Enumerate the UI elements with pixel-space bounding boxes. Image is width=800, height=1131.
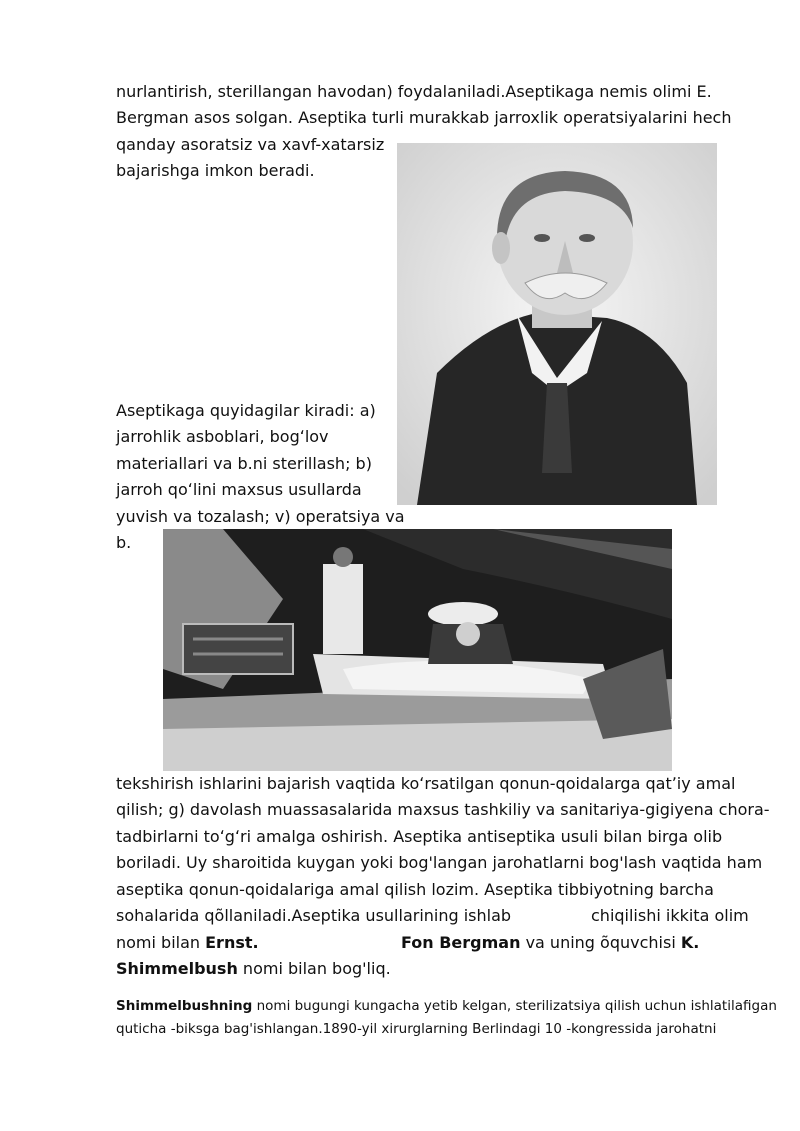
text-line: tadbirlarni toʻgʻri amalga oshirish. Aseptika antiseptika usuli bilan birga olib — [116, 827, 723, 846]
text-line-names — [116, 933, 259, 953]
text-line: qilish; g) davolash muassasalarida maxsus tashkiliy va sanitariya-gigiyena chora- — [116, 800, 770, 819]
name-shimmelbushning: Shimmelbushning — [116, 998, 253, 1014]
small-text-line: quticha -biksga bag'ishlangan.1890-yil xirurglarning Berlindagi 10 -kongressida jarohatni — [116, 1021, 717, 1037]
name-fon-bergman: Fon Bergman — [401, 933, 521, 952]
name-k: K. — [680, 933, 700, 952]
text-fragment: va uning õquvchisi — [520, 933, 681, 952]
text-line: bajarishga imkon beradi. — [116, 161, 315, 180]
text-line: b. — [116, 533, 132, 552]
text-line: aseptika qonun-qoidalariga amal qilish lozim. Aseptika tibbiyotning barcha — [116, 880, 714, 899]
text-line: Bergman asos solgan. Aseptika turli murakkab jarroxlik operatsiyalarini hech — [116, 108, 732, 127]
small-text-line — [116, 997, 777, 1015]
text-line: qanday asoratsiz va xavf-xatarsiz — [116, 135, 385, 154]
text-line: tekshirish ishlarini bajarish vaqtida koʻrsatilgan qonun-qoidalarga qatʼiy amal — [116, 774, 736, 793]
text-line: materiallari va b.ni sterillash; b) — [116, 454, 372, 473]
text-line-shimmel — [116, 959, 391, 979]
text-line: jarrohlik asboblari, bogʻlov — [116, 427, 329, 446]
text-line: sohalarida qõllaniladi.Aseptika usullarining ishlab — [116, 906, 512, 925]
text-fragment: nomi bilan — [116, 933, 206, 952]
text-line: boriladi. Uy sharoitida kuygan yoki bog'langan jarohatlarni bog'lash vaqtida ham — [116, 853, 763, 872]
name-ernst: Ernst. — [205, 933, 259, 952]
text-fragment: nomi bilan bog'liq. — [237, 959, 391, 978]
text-line: yuvish va tozalash; v) operatsiya va — [116, 507, 405, 526]
portrait-photo — [397, 143, 717, 505]
text-line-names-2 — [401, 933, 699, 953]
text-line: Aseptikaga quyidagilar kiradi: a) — [116, 401, 376, 420]
text-fragment: nomi bugungi kungacha yetib kelgan, sterilizatsiya qilish uchun ishlatilafigan — [252, 998, 777, 1014]
text-line: jarroh qoʻlini maxsus usullarda — [116, 480, 362, 499]
text-line: chiqilishi ikkita olim — [591, 906, 749, 925]
field-operation-photo — [163, 529, 672, 771]
text-line: nurlantirish, sterillangan havodan) foydalaniladi.Aseptikaga nemis olimi E. — [116, 82, 712, 101]
name-shimmelbush: Shimmelbush — [116, 959, 238, 978]
